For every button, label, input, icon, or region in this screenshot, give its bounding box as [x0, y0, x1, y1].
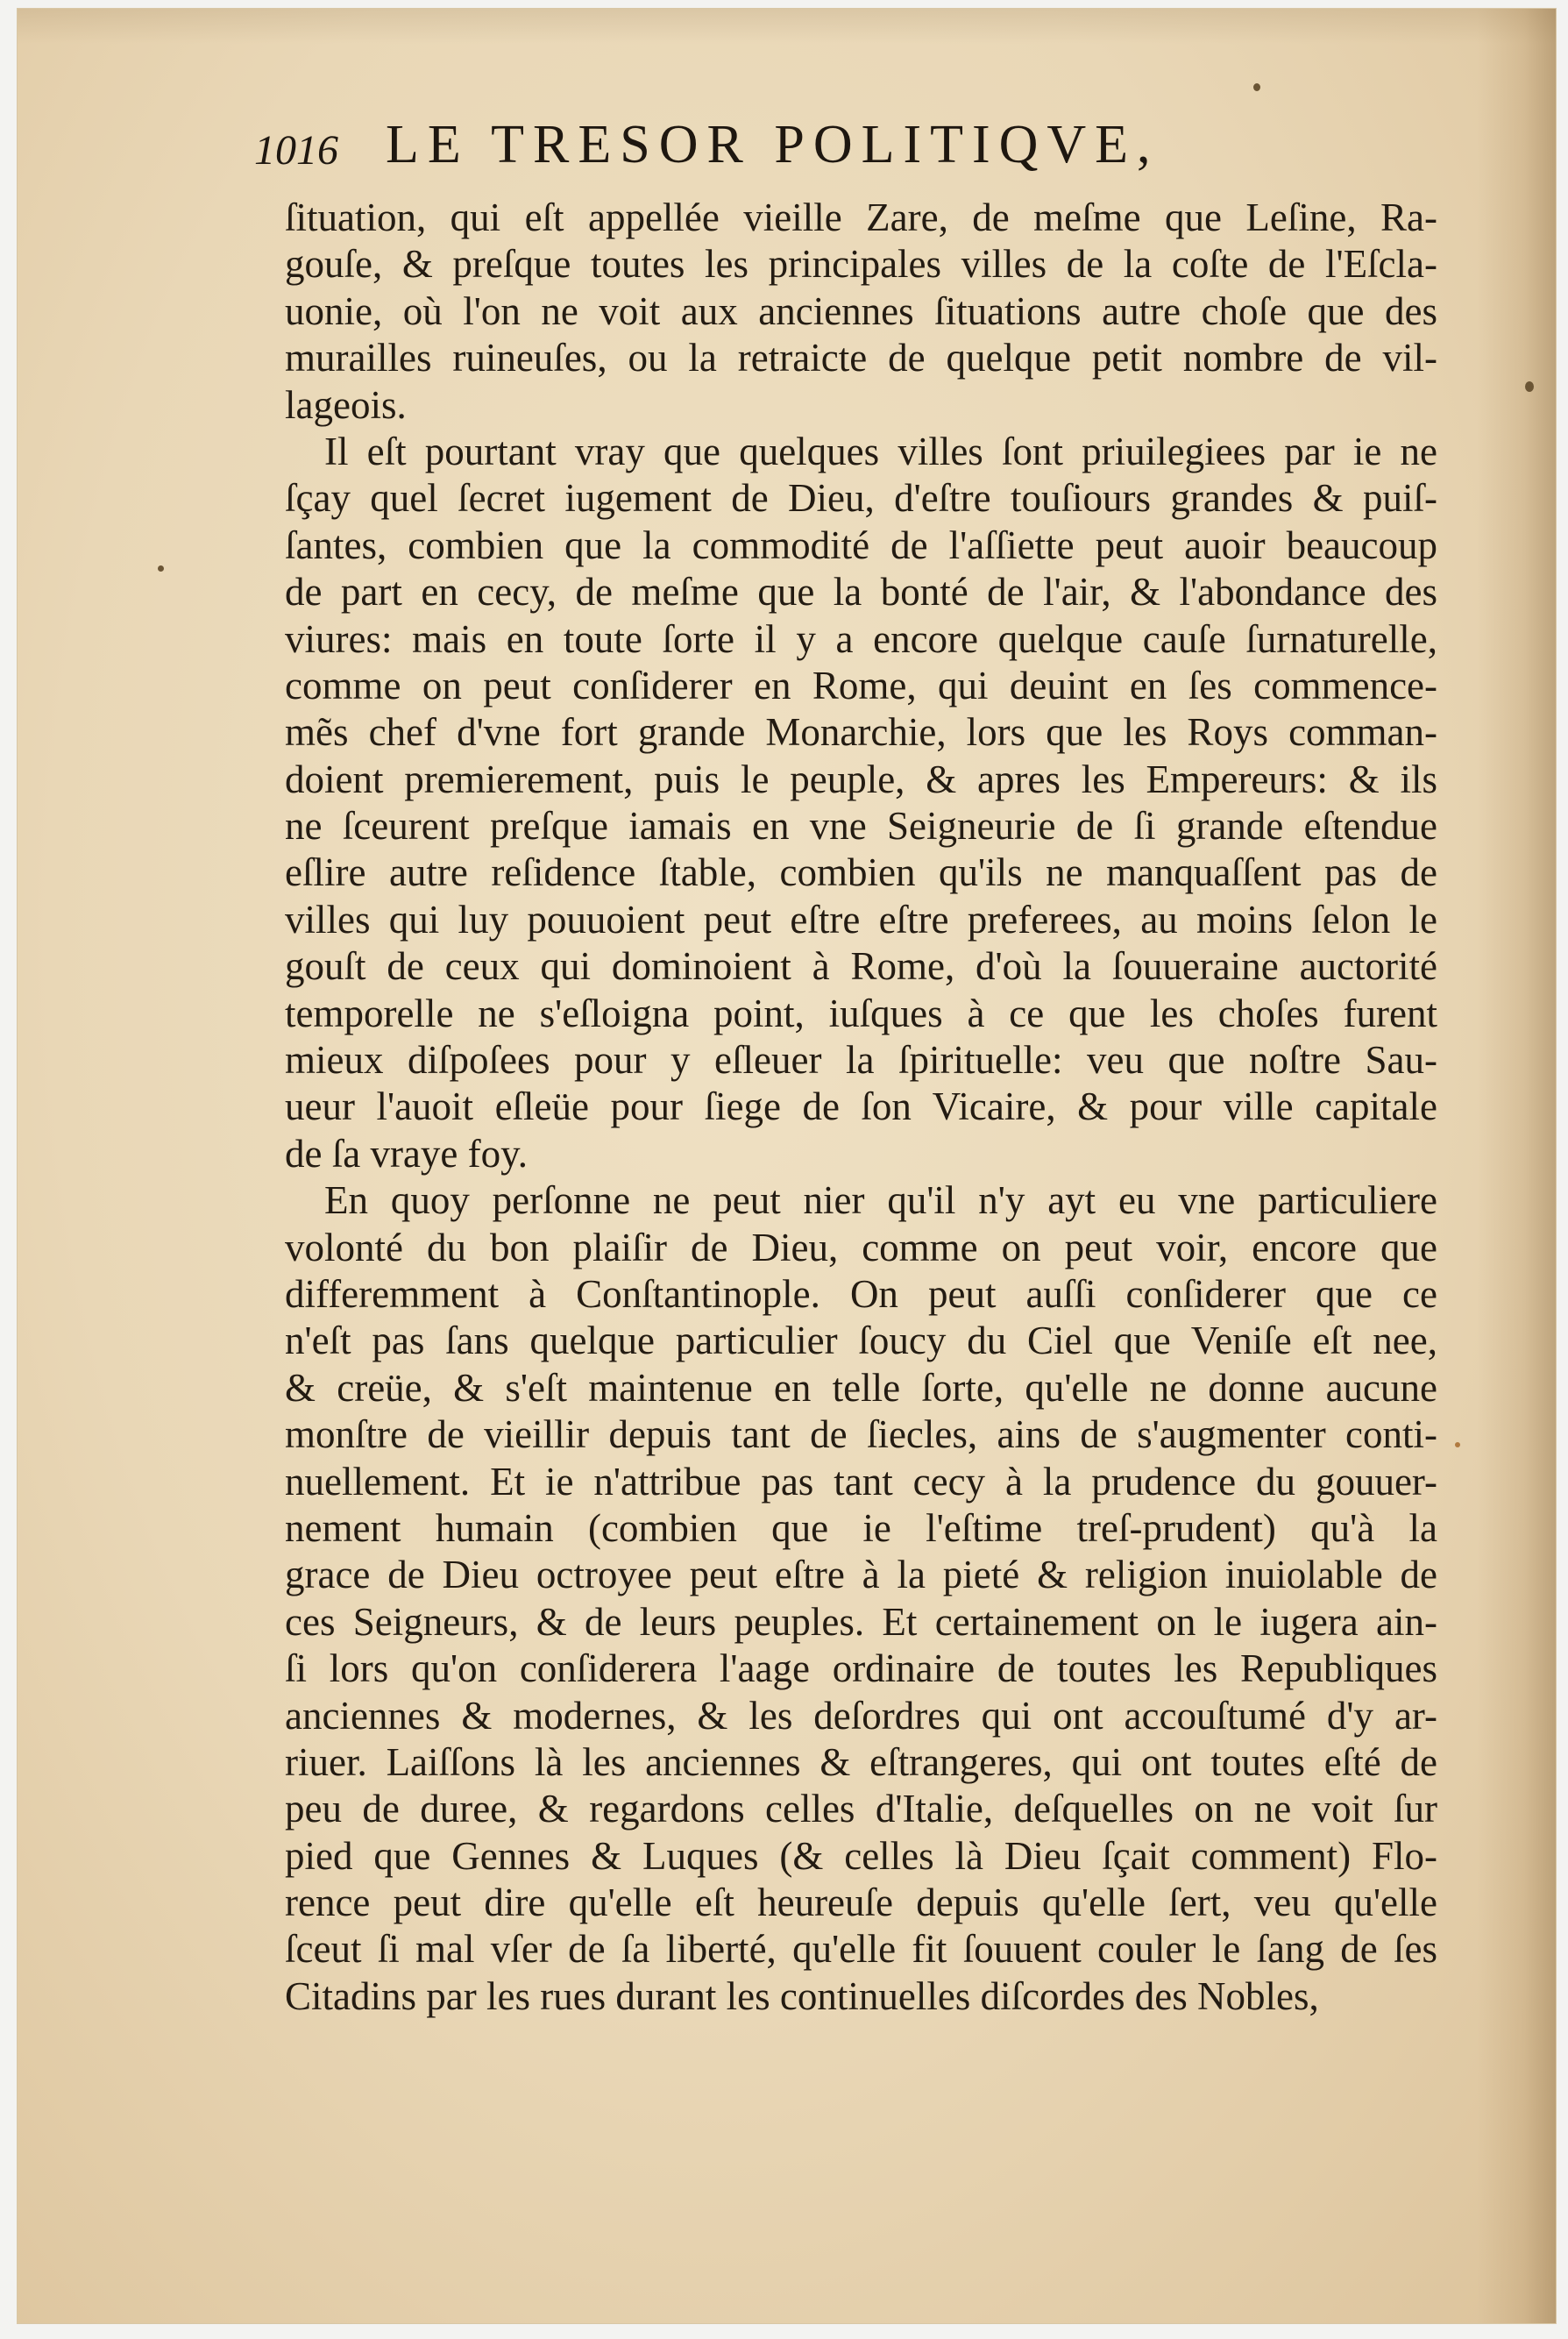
text-line: viures: mais en toute ſorte il y a encore quelque cauſe ſurnaturelle,: [285, 616, 1437, 661]
text-line: eſlire autre reſidence ſtable, combien qu'ils ne manquaſſent pas de: [285, 850, 1437, 895]
book-page: [18, 9, 1556, 2323]
text-line: temporelle ne s'eſloigna point, iuſques à ce que les choſes furent: [285, 991, 1437, 1035]
ink-spot: [1455, 1442, 1460, 1447]
text-line: mẽs chef d'vne fort grande Monarchie, lors que les Roys comman-: [285, 710, 1437, 755]
text-line: anciennes & modernes, & les deſordres qui ont accouſtumé d'y ar-: [285, 1693, 1437, 1738]
text-line: ſi lors qu'on conſiderera l'aage ordinaire de toutes les Republiques: [285, 1646, 1437, 1691]
text-line: pied que Gennes & Luques (& celles là Dieu ſçait comment) Flo-: [285, 1833, 1437, 1878]
text-line: ueur l'auoit eſleüe pour ſiege de ſon Vicaire, & pour ville capitale: [285, 1084, 1437, 1129]
text-line: doient premierement, puis le peuple, & apres les Empereurs: & ils: [285, 757, 1437, 801]
running-head: [254, 114, 1306, 184]
page-top-shadow: [18, 9, 1556, 44]
text-line: de ſa vraye foy.: [285, 1131, 528, 1176]
body-text: [285, 195, 1437, 2020]
text-line: ne ſceurent preſque iamais en vne Seigneurie de ſi grande eſtendue: [285, 804, 1437, 849]
text-line: gouſt de ceux qui dominoient à Rome, d'où la ſouueraine auctorité: [285, 944, 1437, 989]
text-line: de part en cecy, de meſme que la bonté de l'air, & l'abondance des: [285, 570, 1437, 615]
text-line: ſituation, qui eſt appellée vieille Zare, de meſme que Leſine, Ra-: [285, 196, 1437, 239]
text-line: nuellement. Et ie n'attribue pas tant cecy à la prudence du gouuer-: [285, 1459, 1437, 1504]
text-line: villes qui luy pouuoient peut eſtre eſtre preferees, au moins ſelon le: [285, 897, 1437, 942]
text-line: ſantes, combien que la commodité de l'aſſiette peut auoir beaucoup: [285, 523, 1437, 567]
page-number: 1016: [254, 127, 338, 174]
text-line: En quoy perſonne ne peut nier qu'il n'y ayt eu vne particuliere: [324, 1178, 1437, 1223]
text-line: rence peut dire qu'elle eſt heureuſe depuis qu'elle ſert, veu qu'elle: [285, 1880, 1437, 1925]
text-line: comme on peut conſiderer en Rome, qui deuint en ſes commence-: [285, 663, 1437, 707]
text-line: monſtre de vieillir depuis tant de ſiecles, ains de s'augmenter conti-: [285, 1412, 1437, 1457]
page-gutter-shadow: [1477, 9, 1556, 2323]
text-line: volonté du bon plaiſir de Dieu, comme on peut voir, encore que: [285, 1225, 1437, 1269]
running-title: LE TRESOR POLITIQVE,: [386, 115, 1160, 174]
text-line: uonie, où l'on ne voit aux anciennes ſituations autre choſe que des: [285, 288, 1437, 333]
ink-spot: [1253, 83, 1260, 91]
text-line: ſceut ſi mal vſer de ſa liberté, qu'elle fit ſouuent couler le ſang de ſes: [285, 1927, 1437, 1972]
text-line: ſçay quel ſecret iugement de Dieu, d'eſtre touſiours grandes & puiſ-: [285, 476, 1437, 521]
text-line: ces Seigneurs, & de leurs peuples. Et certainement on le iugera ain-: [285, 1599, 1437, 1644]
ink-spot: [158, 565, 164, 572]
text-line: nement humain (combien que ie l'eſtime treſ-prudent) qu'à la: [285, 1505, 1437, 1550]
ink-spot: [1525, 381, 1534, 392]
text-line: n'eſt pas ſans quelque particulier ſoucy du Ciel que Veniſe eſt nee,: [285, 1319, 1437, 1363]
text-line: lageois.: [285, 382, 407, 427]
text-line: riuer. Laiſſons là les anciennes & eſtrangeres, qui ont toutes eſté de: [285, 1739, 1437, 1784]
text-line: mieux diſpoſees pour y eſleuer la ſpirituelle: veu que noſtre Sau-: [285, 1038, 1437, 1083]
text-line: grace de Dieu octroyee peut eſtre à la pieté & religion inuiolable de: [285, 1553, 1437, 1597]
text-line: gouſe, & preſque toutes les principales villes de la coſte de l'Eſcla-: [285, 242, 1437, 287]
text-line: Citadins par les rues durant les continuelles diſcordes des Nobles,: [285, 1973, 1319, 2018]
text-line: Il eſt pourtant vray que quelques villes ſont priuilegiees par ie ne: [324, 429, 1437, 473]
text-line: & creüe, & s'eſt maintenue en telle ſorte, qu'elle ne donne aucune: [285, 1365, 1437, 1410]
text-line: murailles ruineuſes, ou la retraicte de quelque petit nombre de vil-: [285, 336, 1437, 380]
text-line: differemment à Conſtantinople. On peut auſſi conſiderer que ce: [285, 1271, 1437, 1316]
text-line: peu de duree, & regardons celles d'Italie, deſquelles on ne voit ſur: [285, 1787, 1437, 1831]
